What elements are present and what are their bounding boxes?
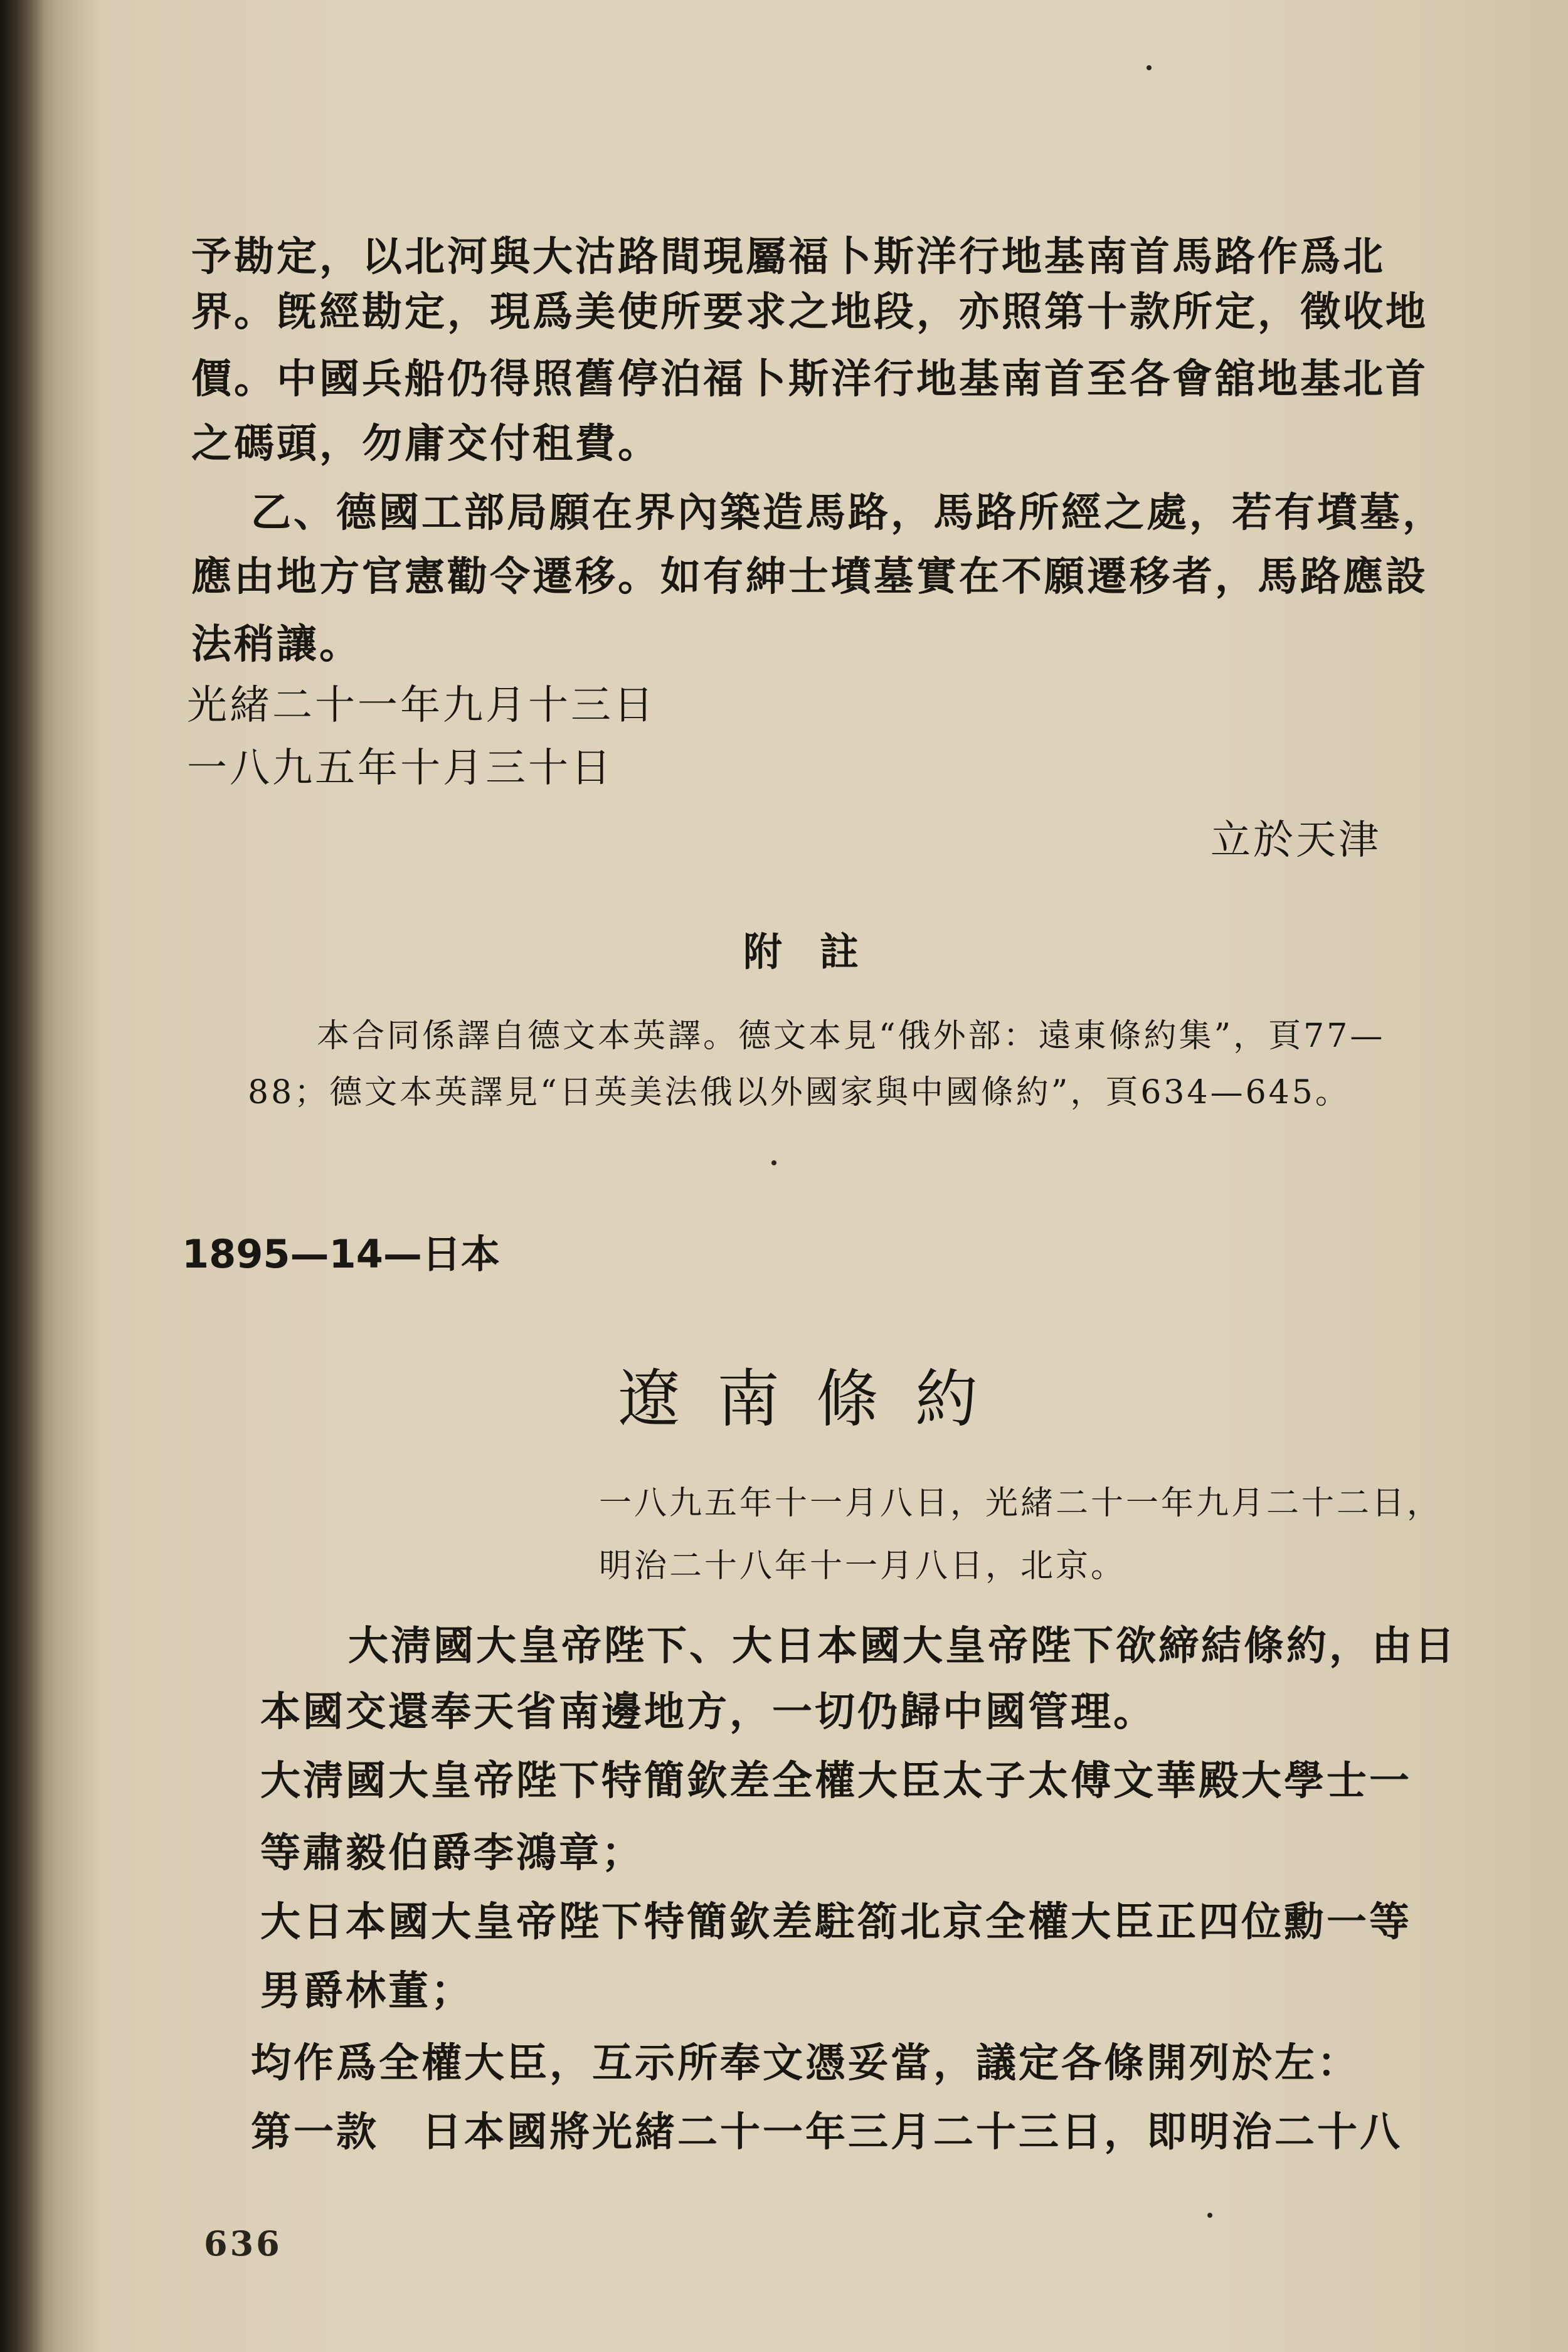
text-line-7: 法稍讓。 bbox=[191, 621, 362, 668]
ink-speck bbox=[1207, 2213, 1212, 2218]
treaty-line-3: 大淸國大皇帝陛下特簡欽差全權大臣太子太傅文華殿大學士一 bbox=[260, 1757, 1412, 1804]
treaty-line-7: 均作爲全權大臣，互示所奉文憑妥當，議定各條開列於左： bbox=[251, 2040, 1360, 2087]
treaty-line-6: 男爵林董； bbox=[260, 1968, 474, 2015]
treaty-line-2: 本國交還奉天省南邊地方，一切仍歸中國管理。 bbox=[260, 1688, 1156, 1735]
note-heading: 附註 bbox=[743, 929, 897, 975]
treaty-title: 遼南條約 bbox=[618, 1362, 1014, 1436]
treaty-date-line-1: 一八九五年十一月八日，光緒二十一年九月二十二日， bbox=[599, 1485, 1443, 1522]
treaty-line-5: 大日本國大皇帝陛下特簡欽差駐箚北京全權大臣正四位勳一等 bbox=[260, 1899, 1412, 1946]
ink-speck bbox=[771, 1160, 776, 1165]
date-guangxu: 光緒二十一年九月十三日 bbox=[187, 682, 656, 729]
date-western: 一八九五年十月三十日 bbox=[187, 745, 613, 792]
treaty-line-1: 大淸國大皇帝陛下、大日本國大皇帝陛下欲締結條約，由日 bbox=[348, 1623, 1457, 1670]
ink-speck bbox=[1147, 65, 1152, 70]
text-line-6: 應由地方官憲勸令遷移。如有紳士墳墓實在不願遷移者，馬路應設 bbox=[191, 553, 1428, 600]
treaty-line-4: 等肅毅伯爵李鴻章； bbox=[260, 1830, 644, 1877]
text-line-2: 界。旣經勘定，現爲美使所要求之地段，亦照第十款所定，徵收地 bbox=[191, 289, 1428, 336]
binding-shadow bbox=[0, 0, 44, 2352]
treaty-date-line-2: 明治二十八年十一月八日，北京。 bbox=[599, 1547, 1126, 1585]
text-line-1: 予勘定，以北河與大沽路間現屬福卜斯洋行地基南首馬路作爲北 bbox=[191, 233, 1385, 280]
page-number: 636 bbox=[204, 2223, 282, 2264]
signed-place: 立於天津 bbox=[1210, 817, 1381, 864]
note-line-1: 本合同係譯自德文本英譯。德文本見“俄外部：遠東條約集”，頁77— bbox=[317, 1017, 1385, 1055]
text-line-4: 之碼頭，勿庸交付租費。 bbox=[191, 420, 660, 467]
section-code: 1895—14—日本 bbox=[182, 1231, 500, 1277]
treaty-line-8: 第一款 日本國將光緒二十一年三月二十三日，即明治二十八 bbox=[251, 2109, 1402, 2156]
note-line-2: 88；德文本英譯見“日英美法俄以外國家與中國條約”，頁634—645。 bbox=[248, 1074, 1350, 1111]
text-line-3: 價。中國兵船仍得照舊停泊福卜斯洋行地基南首至各會舘地基北首 bbox=[191, 356, 1428, 403]
text-line-5: 乙、德國工部局願在界內築造馬路，馬路所經之處，若有墳墓， bbox=[251, 489, 1445, 536]
